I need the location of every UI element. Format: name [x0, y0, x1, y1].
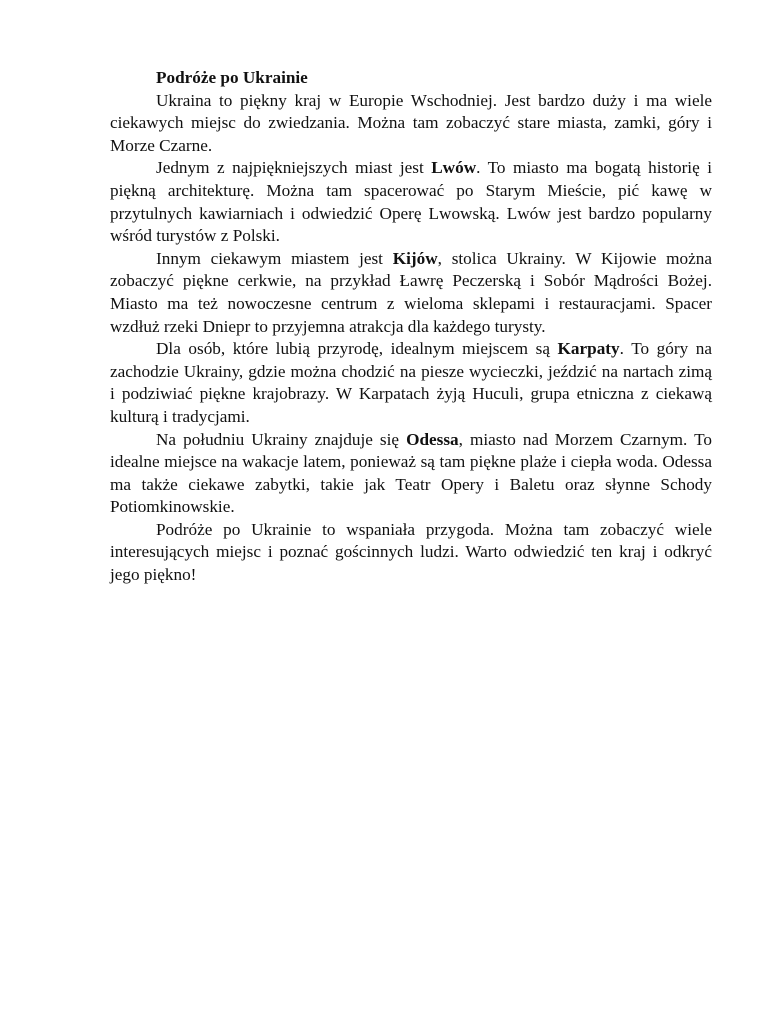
- paragraph-odessa: [110, 429, 712, 519]
- paragraph-text: Na południu Ukrainy znajduje się: [156, 429, 407, 449]
- paragraph-lwow: [110, 157, 712, 247]
- paragraph-karpaty: [110, 338, 712, 428]
- paragraph-text: , miasto nad Morzem Czarnym. To idealne miejsce na wakacje latem, ponieważ są tam piękne plaże i ciepła woda. Odessa ma także ciekawe zabytki, takie jak Teatr Opery i Baletu oraz słynne Schody Potiomkinowskie.: [110, 429, 712, 517]
- bold-place-name: Karpaty: [557, 339, 620, 359]
- document-title: Podróże po Ukrainie: [156, 68, 308, 87]
- paragraph-text: Jednym z najpiękniejszych miast jest: [156, 158, 432, 178]
- bold-place-name: Odessa: [406, 429, 459, 449]
- bold-place-name: Kijów: [392, 248, 438, 268]
- paragraph-text: . To góry na zachodzie Ukrainy, gdzie można chodzić na piesze wycieczki, jeździć na nartach zimą i podziwiać piękne krajobrazy. W Karpatach żyją Huculi, grupa etniczna z ciekawą kulturą i tradycjami.: [110, 339, 712, 426]
- paragraph-text: Innym ciekawym miastem jest: [156, 248, 393, 268]
- paragraph-text: Dla osób, które lubią przyrodę, idealnym miejscem są: [156, 339, 558, 359]
- paragraph-conclusion: Podróże po Ukrainie to wspaniała przygoda. Można tam zobaczyć wiele interesujących miejsc i poznać gościnnych ludzi. Warto odwiedzić ten kraj i odkryć jego piękno!: [110, 519, 712, 585]
- paragraph-intro: Ukraina to piękny kraj w Europie Wschodniej. Jest bardzo duży i ma wiele ciekawych miejsc do zwiedzania. Można tam zobaczyć stare miasta, zamki, góry i Morze Czarne.: [110, 90, 712, 155]
- paragraph-kijow: [110, 248, 712, 338]
- paragraph-text: . To miasto ma bogatą historię i piękną architekturę. Można tam spacerować po Starym Mieście, pić kawę w przytulnych kawiarniach i odwiedzić Operę Lwowską. Lwów jest bardzo popularny wśród turystów z Polski.: [110, 158, 712, 246]
- bold-place-name: Lwów: [431, 158, 477, 178]
- document-body: [110, 67, 712, 587]
- paragraph-text: , stolica Ukrainy. W Kijowie można zobaczyć piękne cerkwie, na przykład Ławrę Peczerską i Sobór Mądrości Bożej. Miasto ma też nowoczesne centrum z wieloma sklepami i restauracjami. Spacer wzdłuż rzeki Dniepr to przyjemna atrakcja dla każdego turysty.: [110, 248, 712, 336]
